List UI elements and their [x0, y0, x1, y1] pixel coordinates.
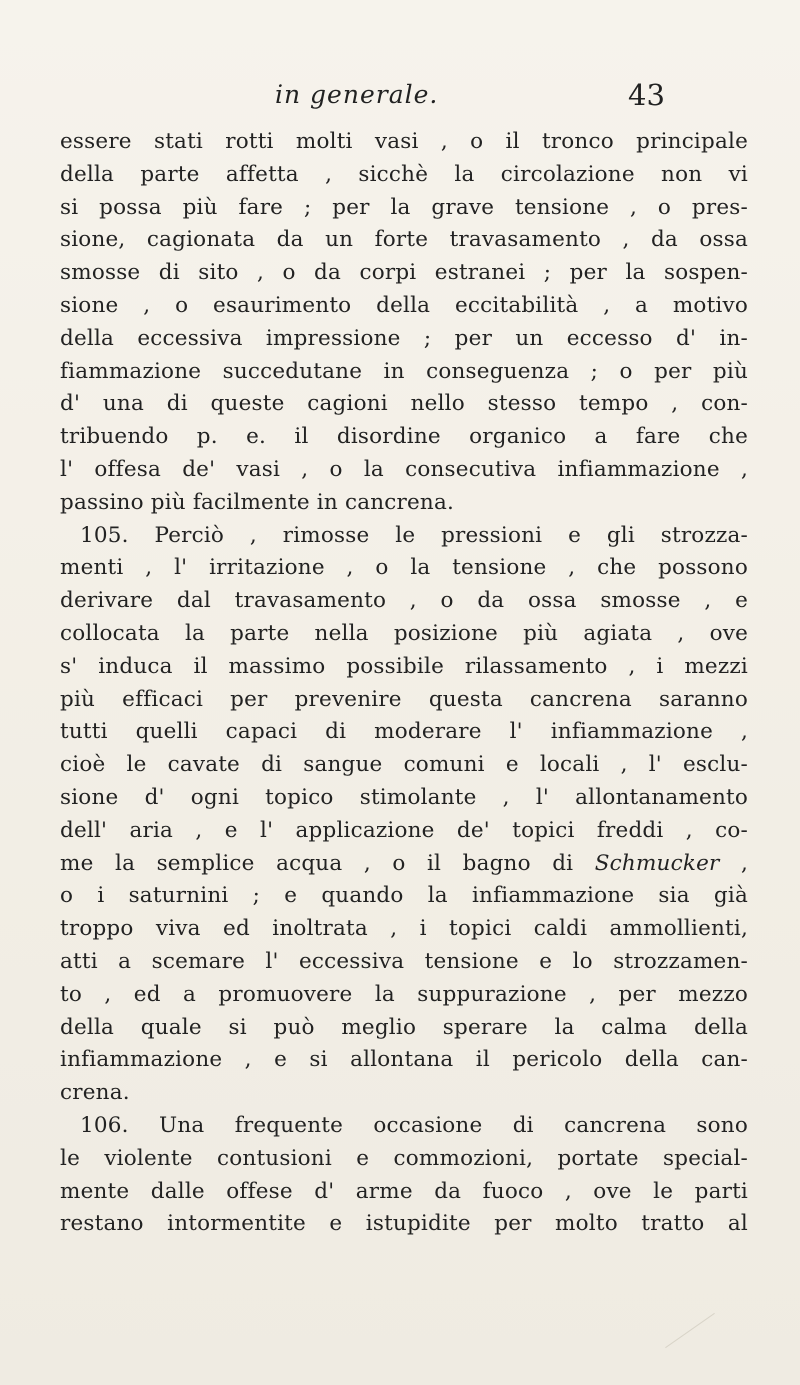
body-text: [60, 126, 748, 1241]
text-line: della quale si può meglio sperare la calma della: [60, 1014, 748, 1040]
text-line: si possa più fare ; per la grave tensione , o pres-: [60, 194, 748, 220]
text-line: menti , l' irritazione , o la tensione , che possono: [60, 555, 748, 581]
text-line: le violente contusioni e commozioni, portate special-: [60, 1145, 748, 1171]
text-line: più efficaci per prevenire questa cancrena saranno: [60, 686, 748, 712]
text-line: collocata la parte nella posizione più agiata , ove: [60, 620, 748, 646]
page-number: 43: [628, 78, 665, 112]
text-line: atti a scemare l' eccessiva tensione e lo strozzamen-: [60, 948, 748, 974]
text-line: d' una di queste cagioni nello stesso tempo , con-: [60, 391, 748, 417]
text-line: crena.: [60, 1080, 130, 1106]
text-line: passino più facilmente in cancrena.: [60, 489, 454, 515]
page-header: [0, 68, 800, 118]
text-line: dell' aria , e l' applicazione de' topici freddi , co-: [60, 817, 748, 843]
text-line: troppo viva ed inoltrata , i topici caldi ammollienti,: [60, 916, 748, 942]
text-line: derivare dal travasamento , o da ossa smosse , e: [60, 588, 748, 614]
paragraph-106-start: 106. Una frequente occasione di cancrena sono: [80, 1112, 748, 1138]
text-line: sione d' ogni topico stimolante , l' allontanamento: [60, 784, 748, 810]
text-line: tribuendo p. e. il disordine organico a fare che: [60, 424, 748, 450]
text-line: sione , o esaurimento della eccitabilità , a motivo: [60, 292, 748, 318]
running-head: in generale.: [275, 80, 439, 109]
text-line: restano intormentite e istupidite per molto tratto al: [60, 1211, 748, 1237]
text-line: s' induca il massimo possibile rilassamento , i mezzi: [60, 653, 748, 679]
text-line: sione, cagionata da un forte travasamento , da ossa: [60, 227, 748, 253]
text-line: mente dalle offese d' arme da fuoco , ove le parti: [60, 1178, 748, 1204]
text-line: o i saturnini ; e quando la infiammazione sia già: [60, 883, 748, 909]
paragraph-105-start: 105. Perciò , rimosse le pressioni e gli strozza-: [80, 522, 748, 548]
text-line: smosse di sito , o da corpi estranei ; per la sospen-: [60, 260, 748, 286]
text-line: fiammazione succedutane in conseguenza ; o per più: [60, 358, 748, 384]
text-line: to , ed a promuovere la suppurazione , per mezzo: [60, 981, 748, 1007]
text-line: cioè le cavate di sangue comuni e locali , l' esclu-: [60, 752, 748, 778]
text-line: me la semplice acqua , o il bagno di Schmucker ,: [60, 850, 748, 876]
text-line: della parte affetta , sicchè la circolazione non vi: [60, 161, 748, 187]
page-scratch-mark: [665, 1313, 715, 1348]
text-line: della eccessiva impressione ; per un eccesso d' in-: [60, 325, 748, 351]
text-line: tutti quelli capaci di moderare l' infiammazione ,: [60, 719, 748, 745]
text-line: l' offesa de' vasi , o la consecutiva infiammazione ,: [60, 456, 748, 482]
text-line: infiammazione , e si allontana il pericolo della can-: [60, 1047, 748, 1073]
author-name-italic: Schmucker: [594, 850, 720, 876]
text-line: essere stati rotti molti vasi , o il tronco principale: [60, 129, 748, 154]
